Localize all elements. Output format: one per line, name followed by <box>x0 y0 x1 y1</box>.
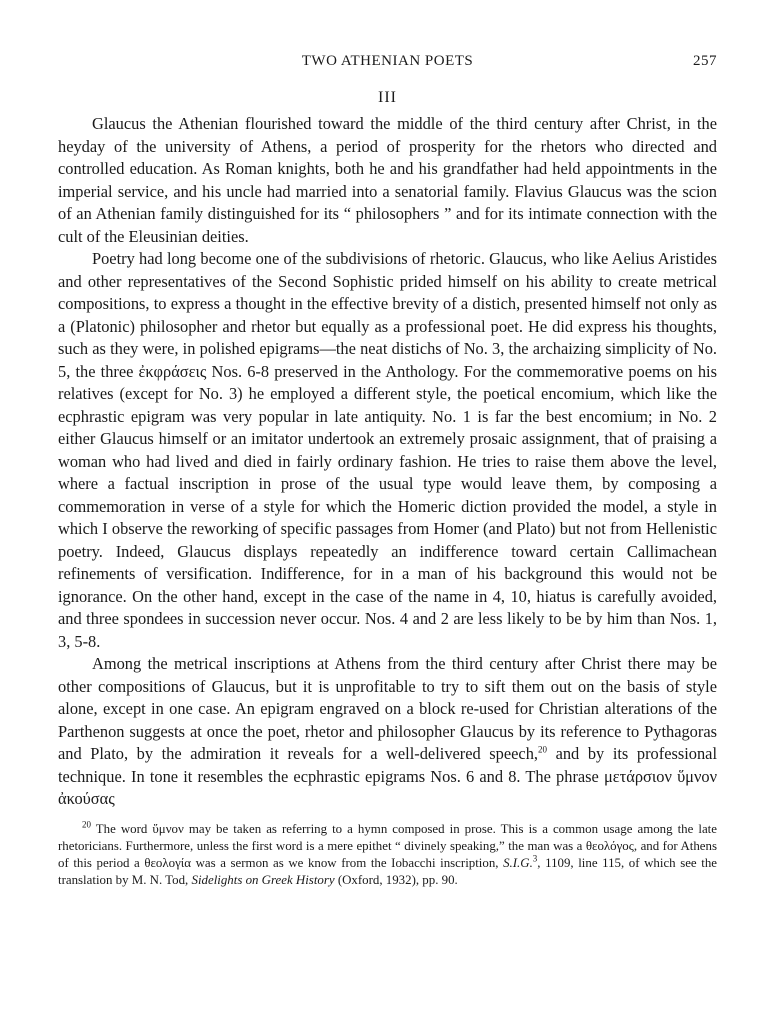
page-number: 257 <box>693 53 717 69</box>
paragraph-text-part-1: Among the metrical inscriptions at Athens from the third century after Christ there may be other compositions of Glaucus, but it is unprofitable to try to sift them out on the basis of style alone, except in one case. An epigram engraved on a block re-used for Christian alterations of the Parthenon suggests at once the poet, rhetor and philosopher Glaucus by its reference to Pythagoras and Plato, by the admiration it reveals for a well-delivered speech, <box>58 654 717 763</box>
running-head <box>58 53 717 77</box>
footnote-marker: 20 <box>82 819 91 830</box>
footnote-text-1: The word ὕμνον may be taken as referring to a hymn composed in prose. This is a common usage among the late rhetoricians. Furthermore, unless the first word is a mere epithet “ divinely speaking,” the man was a θεολόγος, and for Athens of this period a θεολογία was a sermon as we know from the Iobacchi inscription, <box>58 821 717 870</box>
body-text <box>58 113 717 811</box>
footnote-reference-20: 20 <box>538 744 547 755</box>
section-number: III <box>378 89 397 106</box>
paragraph-text-part-2: and by its professional technique. In tone it resembles the ecphrastic epigrams Nos. 6 and 8. The phrase μετάρσιον ὕμνον ἀκούσας <box>58 744 718 808</box>
footnote-book-title: Sidelights on Greek History <box>191 872 335 887</box>
footnote-20 <box>58 821 717 889</box>
paragraph-poetry-rhetoric: Poetry had long become one of the subdivisions of rhetoric. Glaucus, who like Aelius Aristides and other representatives of the Second Sophistic prided himself on his ability to create metrical compositions, to express a thought in the effective brevity of a distich, presented himself not only as a (Platonic) philosopher and rhetor but equally as a professional poet. He did express his thoughts, such as they were, in polished epigrams—the neat distichs of No. 3, the archaizing simplicity of No. 5, the three ἐκφράσεις Nos. 6-8 preserved in the Anthology. For the commemorative poems on his relatives (except for No. 3) he employed a different style, the poetical encomium, which like the ecphrastic epigram was very popular in late antiquity. No. 1 is far the best encomium; in No. 2 either Glaucus himself or an imitator undertook an extremely prosaic assignment, that of praising a woman who had lived and died in fairly ordinary fashion. He tries to raise them above the level, where a factual inscription in prose of the usual type would leave them, by composing a commemoration in verse of a style for which the Homeric diction provided the model, a style in which I observe the reworking of specific passages from Homer (and Plato) but not from Hellenistic poetry. Indeed, Glaucus displays repeatedly an indifference toward certain Callimachean refinements of versification. Indifference, for in a man of his background this would not be ignorance. On the other hand, except in the case of the name in 4, 10, hiatus is carefully avoided, and three spondees in succession never occur. Nos. 4 and 2 are less likely to be by him than Nos. 1, 3, 5-8. <box>58 249 717 651</box>
footnote-citation-edition: 3 <box>532 853 538 864</box>
footnote-text-3: (Oxford, 1932), pp. 90. <box>334 872 458 887</box>
footnote-text-2: , 1109, line 115, of which see the translation by M. N. Tod, <box>58 855 717 887</box>
footnote-citation-sig: S.I.G. <box>503 855 533 870</box>
running-title: TWO ATHENIAN POETS <box>301 53 474 69</box>
paragraph-metrical-inscriptions <box>58 653 717 811</box>
paragraph-glaucus-intro: Glaucus the Athenian flourished toward the middle of the third century after Christ, in the heyday of the university of Athens, a period of prosperity for the rhetors who directed and controlled education. As Roman knights, both he and his grandfather had held appointments in the imperial service, and his uncle had married into a senatorial family. Flavius Glaucus was the scion of an Athenian family distinguished for its “ philosophers ” and for its intimate connection with the cult of the Eleusinian deities. <box>58 114 717 246</box>
footnotes <box>58 821 717 889</box>
